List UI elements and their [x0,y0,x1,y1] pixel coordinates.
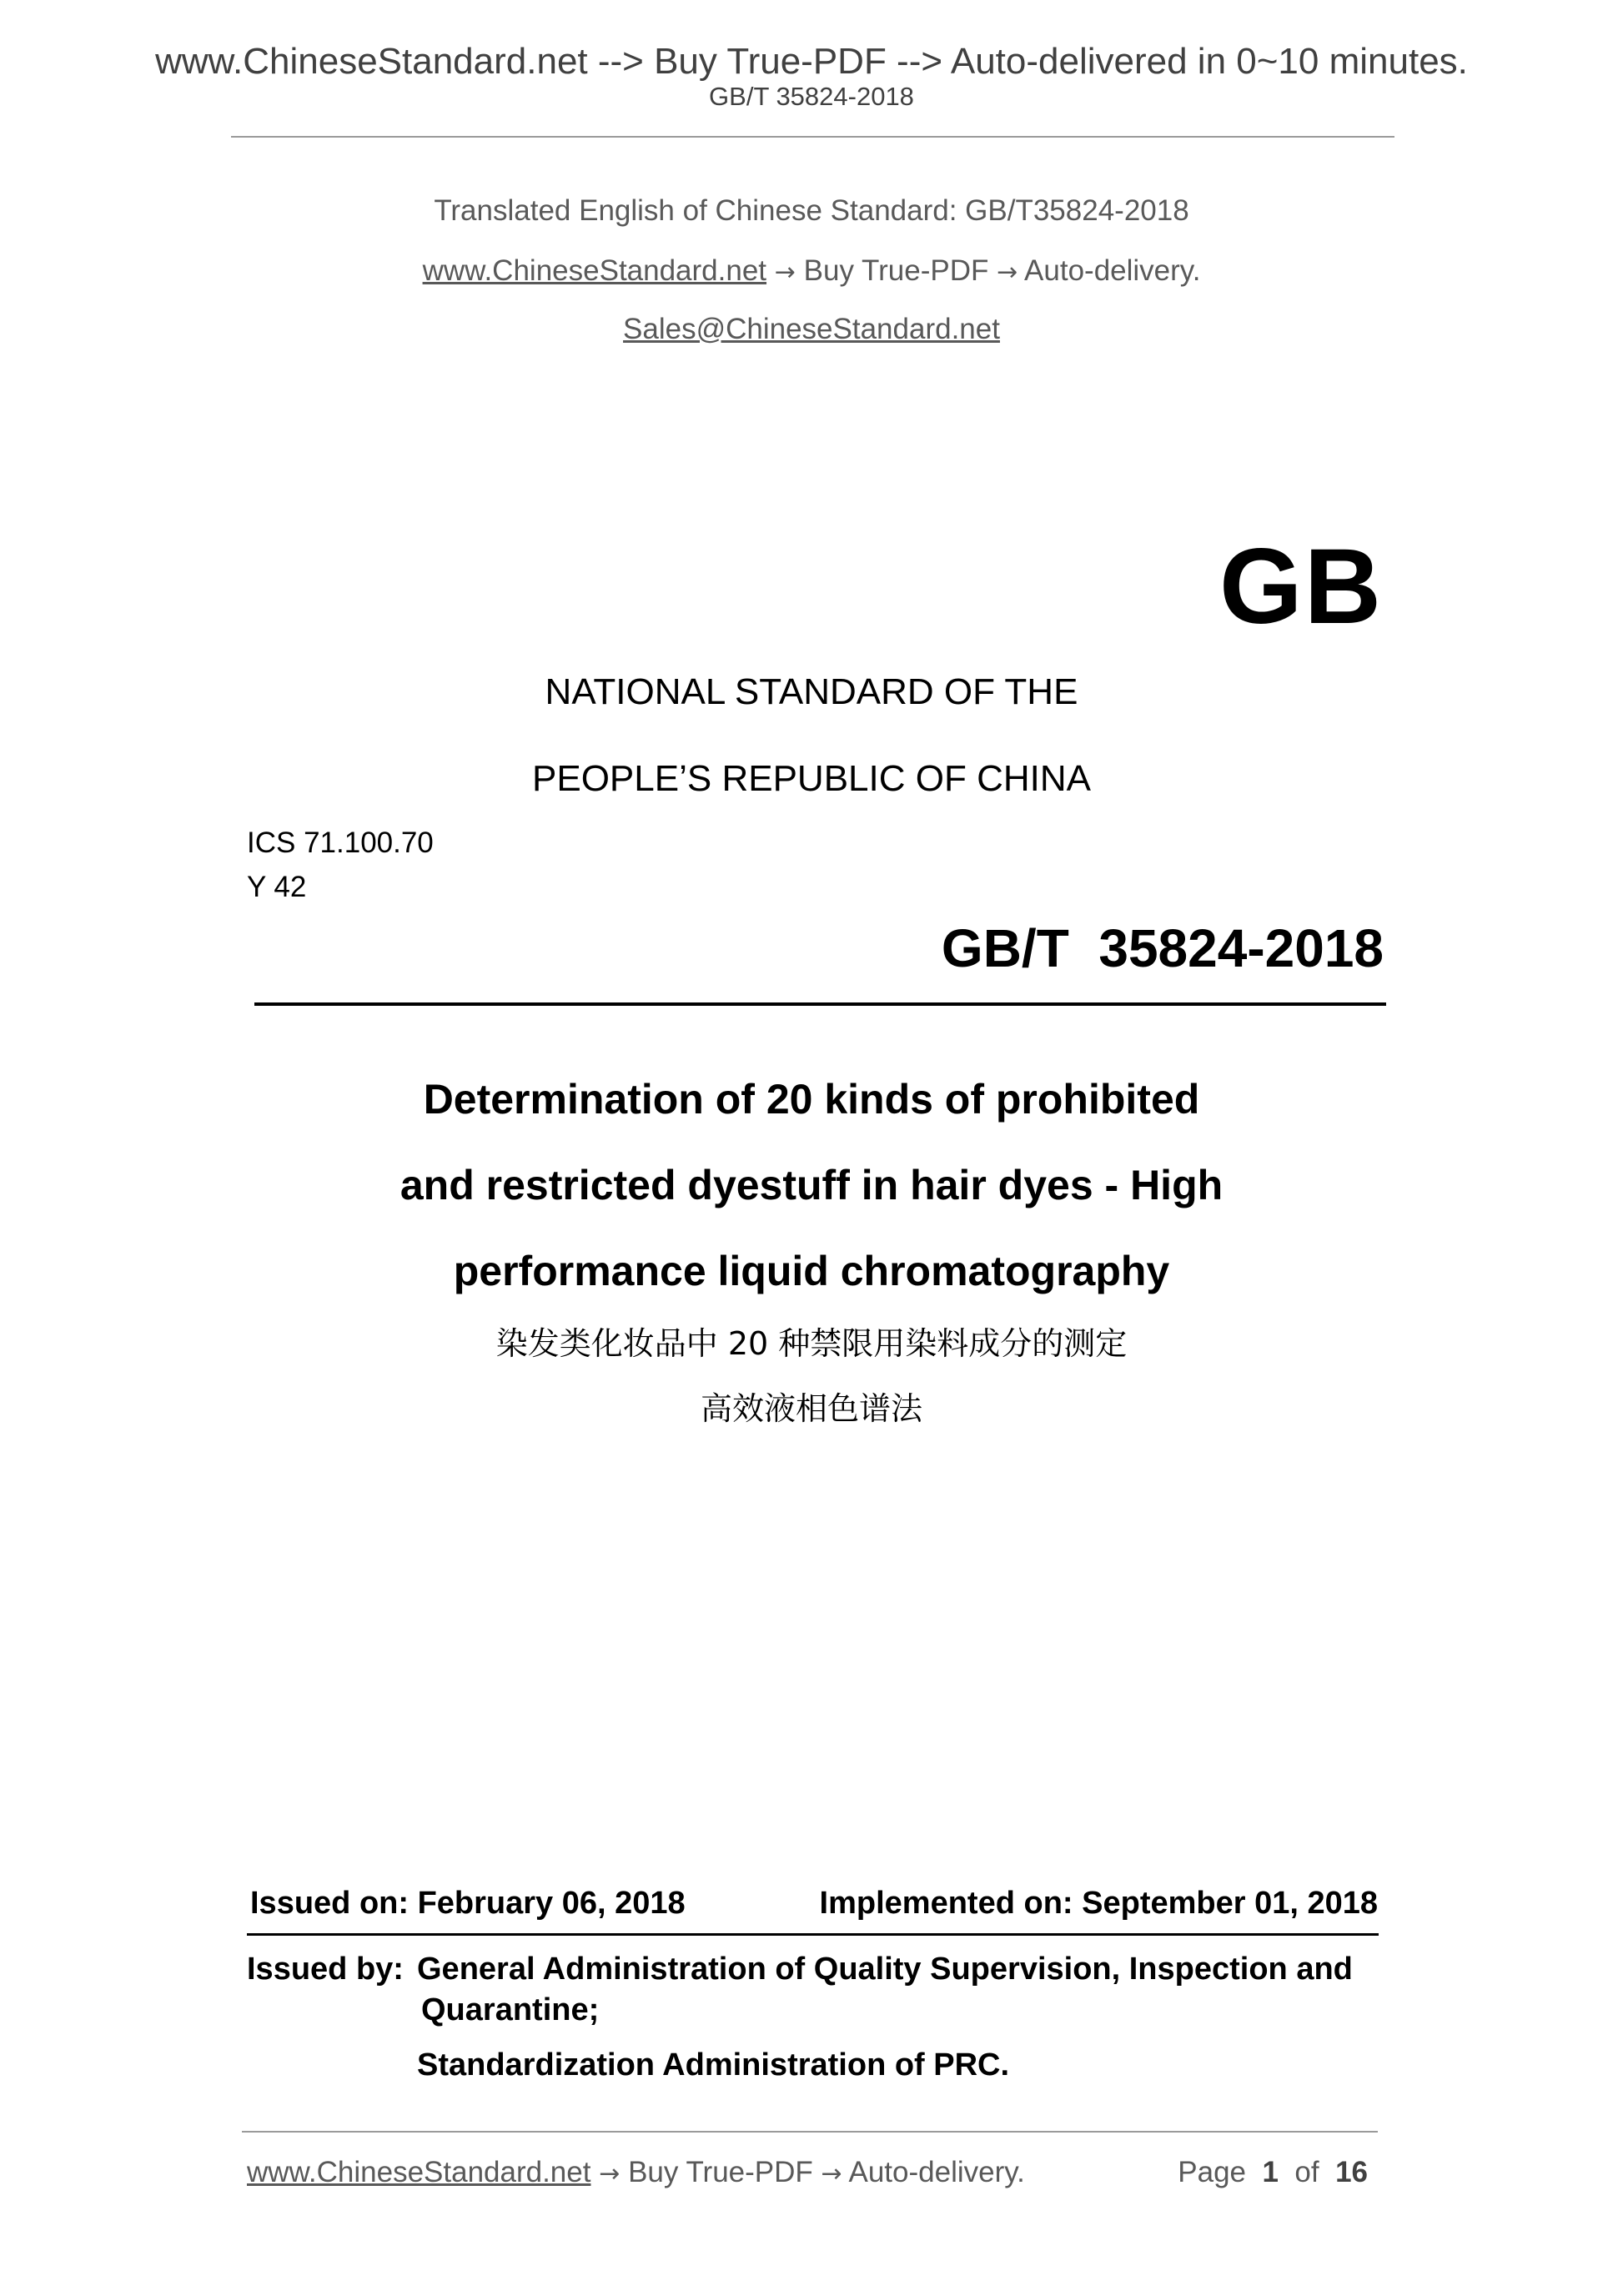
classification-code: Y 42 [247,871,307,903]
arrow-right-icon: → [821,2159,842,2188]
header-standard-code: GB/T 35824-2018 [709,82,914,111]
footer-site-link[interactable]: www.ChineseStandard.net [247,2156,591,2188]
email-line [0,314,1623,344]
arrow-right-icon: → [997,258,1018,287]
arrow-right-icon: → [774,258,796,287]
page-indicator [1178,2158,1368,2187]
title-line-2: and restricted dyestuff in hair dyes - High [399,1162,1224,1208]
footer-auto-text: Auto-delivery. [848,2156,1025,2188]
title-line-3: performance liquid chromatography [453,1248,1170,1294]
footer-buy-text: Buy True-PDF [628,2156,813,2188]
national-standard-line2: PEOPLE’S REPUBLIC OF CHINA [532,758,1091,799]
issued-on-date: Issued on: February 06, 2018 [250,1886,686,1921]
footer-divider [242,2131,1378,2133]
auto-delivery-text: Auto-delivery. [1024,254,1201,287]
buy-text: Buy True-PDF [803,254,989,287]
email-link[interactable]: Sales@ChineseStandard.net [623,313,1000,345]
chinese-title-line-2: 高效液相色谱法 [700,1390,922,1427]
implemented-on-date: Implemented on: September 01, 2018 [819,1886,1378,1921]
issue-divider [247,1933,1379,1936]
issuer-line-1: General Administration of Quality Supervision, Inspection and [417,1952,1353,1987]
page-of: of [1294,2156,1319,2188]
page-current: 1 [1262,2156,1279,2188]
issuer-line-2: Standardization Administration of PRC. [417,2047,1010,2082]
delivery-line [0,256,1623,285]
gb-logo-mark: GB [1219,527,1383,646]
chinese-title-line-1: 染发类化妆品中 20 种禁限用染料成分的测定 [495,1325,1128,1362]
ics-code: ICS 71.100.70 [247,826,434,859]
top-banner: www.ChineseStandard.net --> Buy True-PDF --> Auto-delivered in 0~10 minutes. [155,41,1468,82]
page-total: 16 [1335,2156,1368,2188]
top-divider [231,136,1394,138]
issued-by-label: Issued by: [247,1952,404,1987]
translated-notice: Translated English of Chinese Standard: GB/T35824-2018 [434,194,1189,227]
national-standard-line1: NATIONAL STANDARD OF THE [545,671,1078,712]
arrow-right-icon: → [599,2159,621,2188]
footer-delivery-line [247,2158,1025,2187]
page-label: Page [1178,2156,1247,2188]
standard-number: GB/T 35824-2018 [941,918,1384,978]
standard-divider [254,1002,1386,1006]
title-line-1: Determination of 20 kinds of prohibited [423,1076,1200,1123]
site-link[interactable]: www.ChineseStandard.net [422,254,767,287]
issuer-line-1-continued: Quarantine; [421,1992,600,2027]
